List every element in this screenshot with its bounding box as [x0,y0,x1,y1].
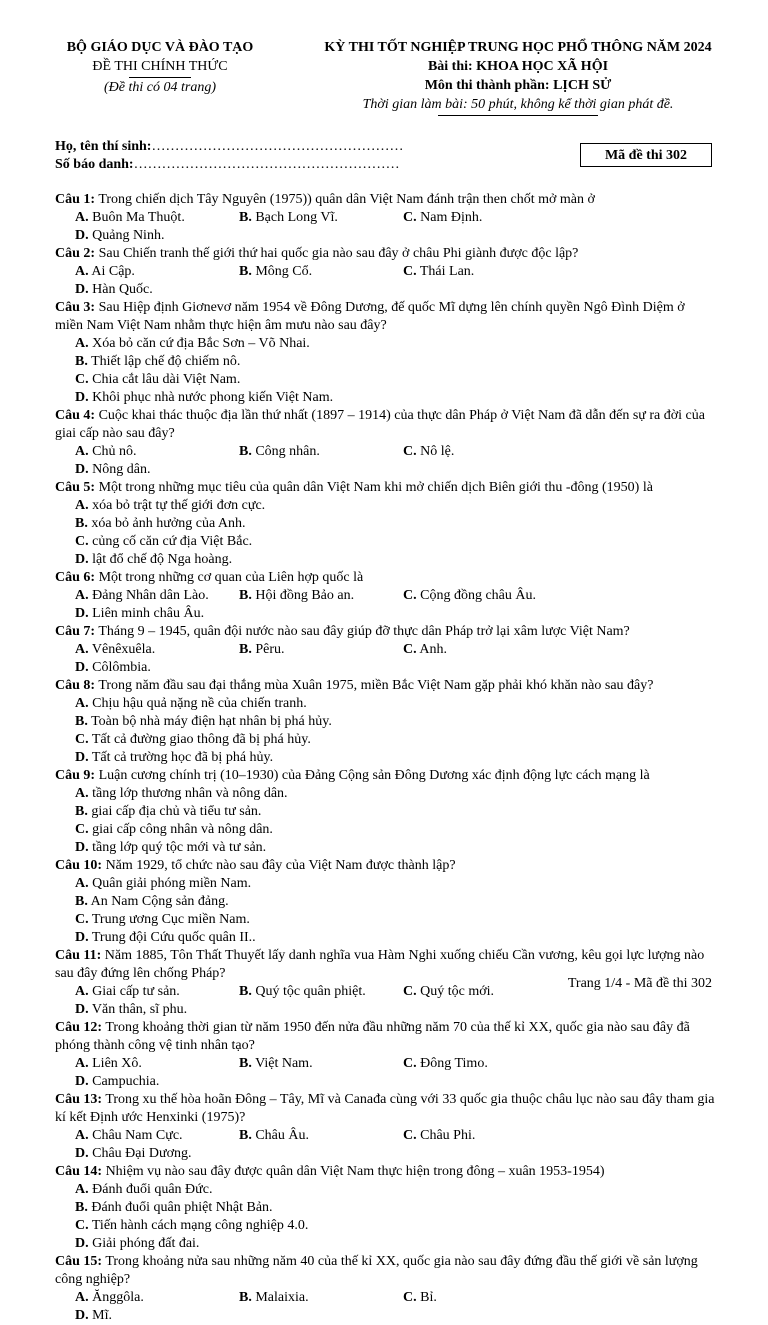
question-number: Câu 9: [55,768,96,783]
option-text: Campuchia. [92,1074,160,1089]
option-text: Mông Cổ. [255,264,313,279]
answer-option [75,1289,239,1307]
answer-option [75,353,403,371]
answer-option [75,713,403,731]
option-letter: C. [75,372,89,387]
answer-option [75,875,403,893]
option-letter: A. [75,1182,89,1197]
candidate-id-line [55,156,403,174]
option-letter: D. [75,840,89,855]
option-text: Chủ nô. [92,444,137,459]
question-number: Câu 15: [55,1254,103,1269]
option-text: Tất cả trường học đã bị phá hủy. [91,750,274,765]
option-letter: D. [75,930,89,945]
answer-option [75,1307,239,1325]
answer-option [75,785,403,803]
option-text: xóa bỏ trật tự thế giới đơn cực. [92,498,266,513]
option-letter: D. [75,1236,89,1251]
answer-option [75,1073,239,1091]
exam-title: KỲ THI TỐT NGHIỆP TRUNG HỌC PHỔ THÔNG NĂM 2024 [324,40,712,55]
answer-option [75,803,403,821]
option-letter: A. [75,210,89,225]
option-letter: C. [403,642,417,657]
question-stem: Sau Chiến tranh thế giới thứ hai quốc gia nào sau đây ở châu Phi giành được độc lập? [98,246,579,261]
option-letter: B. [75,1200,88,1215]
answer-option [75,389,403,407]
option-letter: A. [75,984,89,999]
question [55,407,715,479]
question-number: Câu 8: [55,678,96,693]
option-text: Tất cả đường giao thông đã bị phá hủy. [91,732,311,747]
question-text [55,767,715,785]
header-right [292,38,744,116]
answer-option [75,263,239,281]
candidate-name-dots: ……………………………………………… [151,139,404,154]
answer-options [55,209,715,245]
candidate-id-dots: ………………………………………………… [133,157,400,172]
option-text: Côlômbia. [92,660,151,675]
component-subject: Môn thi thành phần: LỊCH SỬ [424,78,612,93]
exam-subject: Bài thi: KHOA HỌC XÃ HỘI [427,59,609,74]
option-text: Trung ương Cục miền Nam. [91,912,250,927]
exam-code-box: Mã đề thi 302 [580,143,712,167]
question-stem: Sau Hiệp định Giơnevơ năm 1954 về Đông Dương, đế quốc Mĩ dựng lên chính quyền Ngô Đình Diệm ở miền Nam Việt Nam nhằm thực hiện âm mưu nào sau đây? [55,300,685,333]
question-stem: Trong chiến dịch Tây Nguyên (1975)) quân dân Việt Nam đánh trận then chốt mở màn ở [98,192,595,207]
option-text: Quý tộc mới. [420,984,495,999]
option-text: Chịu hậu quả nặng nề của chiến tranh. [92,696,307,711]
option-text: lật đổ chế độ Nga hoàng. [92,552,233,567]
question-stem: Trong khoảng thời gian từ năm 1950 đến nửa đầu những năm 70 của thế kỉ XX, quốc gia nào sau đây đã phóng thành công vệ tinh nhân tạo? [55,1020,690,1053]
option-text: Liên Xô. [92,1056,142,1071]
answer-option [75,1181,403,1199]
option-text: giai cấp địa chủ và tiểu tư sản. [91,804,262,819]
answer-option [75,533,403,551]
answer-option [75,1127,239,1145]
option-text: giai cấp công nhân và nông dân. [92,822,273,837]
answer-option [75,929,403,947]
question-stem: Trong năm đầu sau đại thắng mùa Xuân 1975, miền Bắc Việt Nam gặp phải khó khăn nào sau đây? [98,678,654,693]
candidate-id-label: Số báo danh: [55,157,134,172]
pages-note: (Đề thi có 04 trang) [104,80,216,95]
option-letter: A. [75,786,89,801]
option-letter: C. [403,588,417,603]
option-text: An Nam Cộng sản đảng. [90,894,229,909]
answer-option [75,1145,239,1163]
option-letter: B. [239,264,252,279]
option-text: Đảng Nhân dân Lào. [92,588,209,603]
question [55,245,715,299]
option-letter: A. [75,642,89,657]
option-text: Malaixia. [255,1290,309,1305]
question-number: Câu 5: [55,480,96,495]
time-note: Thời gian làm bài: 50 phút, không kể thời gian phát đề. [362,97,674,112]
option-letter: D. [75,552,89,567]
option-letter: C. [403,444,417,459]
answer-option [75,515,403,533]
answer-option [75,227,239,245]
option-letter: B. [75,804,88,819]
option-letter: D. [75,1074,89,1089]
option-text: Công nhân. [255,444,320,459]
question-text [55,407,715,443]
option-letter: D. [75,1146,89,1161]
official-label: ĐỀ THI CHÍNH THỨC [92,59,228,74]
question-stem: Tháng 9 – 1945, quân đội nước nào sau đây giúp đỡ thực dân Pháp trở lại xâm lược Việt Nam? [98,624,630,639]
answer-option [239,209,403,227]
option-letter: B. [75,516,88,531]
question-text [55,1163,715,1181]
answer-option [75,371,403,389]
option-letter: A. [75,1056,89,1071]
answer-option [239,263,403,281]
question-stem: Một trong những mục tiêu của quân dân Việt Nam khi mở chiến dịch Biên giới thu -đông (1950) là [98,480,653,495]
option-letter: A. [75,336,89,351]
question [55,479,715,569]
page-footer: Trang 1/4 - Mã đề thi 302 [567,976,712,991]
option-text: Nông dân. [92,462,151,477]
question [55,1253,715,1325]
option-letter: C. [403,1290,417,1305]
question-text [55,245,715,263]
option-text: Châu Phi. [420,1128,476,1143]
option-text: Chia cắt lâu dài Việt Nam. [92,372,241,387]
answer-option [403,641,567,659]
option-text: Xóa bỏ căn cứ địa Bắc Sơn – Võ Nhai. [92,336,310,351]
question-text [55,1253,715,1289]
option-text: Thiết lập chế độ chiếm nô. [91,354,241,369]
question-stem: Một trong những cơ quan của Liên hợp quốc là [98,570,364,585]
option-letter: B. [239,984,252,999]
candidate-info [55,138,403,174]
question-stem: Trong khoảng nửa sau những năm 40 của thế kỉ XX, quốc gia nào sau đây đứng đầu thế giới về sản lượng công nghiệp? [55,1254,698,1287]
option-text: Giai cấp tư sản. [92,984,180,999]
answer-options [55,263,715,299]
option-text: Việt Nam. [255,1056,313,1071]
question [55,569,715,623]
option-text: Cộng đồng châu Âu. [420,588,537,603]
option-letter: B. [75,714,88,729]
option-letter: D. [75,390,89,405]
option-text: Quý tộc quân phiệt. [255,984,366,999]
question-stem: Trong xu thế hòa hoãn Đông – Tây, Mĩ và Canađa cùng với 33 quốc gia thuộc châu lục nào sau đây tham gia kí kết Định ước Henxinki (1975)? [55,1092,715,1125]
answer-option [75,1217,403,1235]
question-text [55,857,715,875]
option-text: Thái Lan. [419,264,475,279]
answer-option [403,209,567,227]
option-letter: C. [403,1128,417,1143]
option-letter: D. [75,660,89,675]
option-text: Châu Âu. [255,1128,310,1143]
question-text [55,569,715,587]
option-letter: A. [75,696,89,711]
option-letter: D. [75,462,89,477]
answer-option [239,1289,403,1307]
question-number: Câu 11: [55,948,102,963]
question-text [55,623,715,641]
option-text: Nô lệ. [420,444,455,459]
answer-options [55,785,715,857]
answer-options [55,875,715,947]
option-text: Bỉ. [420,1290,437,1305]
answer-option [75,497,403,515]
option-text: Mĩ. [92,1308,112,1323]
option-text: Ănggôla. [92,1290,144,1305]
option-text: Hàn Quốc. [92,282,153,297]
question-number: Câu 7: [55,624,96,639]
answer-option [75,551,403,569]
answer-option [75,587,239,605]
option-letter: B. [239,642,252,657]
option-letter: A. [75,588,89,603]
answer-option [403,587,567,605]
answer-options [55,1127,715,1163]
question-number: Câu 6: [55,570,96,585]
option-letter: D. [75,1308,89,1323]
question-list [55,191,715,1325]
option-text: Nam Định. [420,210,483,225]
option-letter: B. [239,1290,252,1305]
candidate-name-line [55,138,403,156]
answer-options [55,695,715,767]
answer-option [75,821,403,839]
answer-option [75,749,403,767]
option-text: Bạch Long Vĩ. [255,210,338,225]
option-text: Văn thân, sĩ phu. [91,1002,188,1017]
option-text: xóa bỏ ảnh hưởng của Anh. [91,516,246,531]
option-letter: B. [239,444,252,459]
option-letter: B. [239,210,252,225]
answer-option [403,1289,567,1307]
option-letter: D. [75,228,89,243]
option-text: Châu Nam Cực. [92,1128,183,1143]
option-text: Quảng Ninh. [92,228,165,243]
header-left [40,38,280,97]
divider [438,115,598,116]
option-text: Giải phóng đất đai. [92,1236,200,1251]
option-letter: A. [75,264,89,279]
option-letter: D. [75,1002,89,1017]
answer-option [403,443,567,461]
option-text: tầng lớp quý tộc mới và tư sản. [92,840,267,855]
option-letter: B. [239,588,252,603]
answer-option [75,911,403,929]
answer-option [75,695,403,713]
option-letter: C. [403,984,417,999]
option-letter: C. [75,822,89,837]
option-letter: C. [403,264,417,279]
question [55,1163,715,1253]
question-number: Câu 1: [55,192,96,207]
option-text: Đánh đuổi quân phiệt Nhật Bản. [91,1200,273,1215]
option-text: Đánh đuổi quân Đức. [92,1182,213,1197]
option-text: Anh. [419,642,447,657]
answer-option [239,587,403,605]
question-number: Câu 10: [55,858,103,873]
option-text: tầng lớp thương nhân và nông dân. [92,786,288,801]
answer-option [75,1001,239,1019]
answer-options [55,587,715,623]
option-text: Buôn Ma Thuột. [92,210,185,225]
option-letter: C. [403,210,417,225]
option-text: Quân giải phóng miền Nam. [92,876,252,891]
answer-option [75,1055,239,1073]
option-letter: B. [75,894,88,909]
answer-option [239,1055,403,1073]
option-letter: D. [75,282,89,297]
option-text: Đông Timo. [420,1056,488,1071]
option-letter: C. [75,1218,89,1233]
answer-option [75,335,403,353]
answer-option [75,659,239,677]
option-letter: C. [75,912,89,927]
question-stem: Năm 1885, Tôn Thất Thuyết lấy danh nghĩa vua Hàm Nghi xuống chiếu Cần vương, kêu gọi lực lượng nào sau đây đứng lên chống Pháp? [55,948,705,981]
option-text: củng cố căn cứ địa Việt Bắc. [92,534,253,549]
question-stem: Luận cương chính trị (10–1930) của Đảng Cộng sản Đông Dương xác định động lực cách mạng là [98,768,650,783]
question [55,767,715,857]
option-letter: C. [75,534,89,549]
answer-option [75,641,239,659]
question-text [55,677,715,695]
question-stem: Cuộc khai thác thuộc địa lần thứ nhất (1897 – 1914) của thực dân Pháp ở Việt Nam đã dẫn đến sự ra đời của giai cấp nào sau đây? [55,408,705,441]
option-letter: A. [75,1128,89,1143]
answer-option [239,443,403,461]
answer-option [403,1127,567,1145]
answer-option [239,1127,403,1145]
question-stem: Năm 1929, tổ chức nào sau đây của Việt Nam được thành lập? [105,858,456,873]
option-text: Trung đội Cứu quốc quân II.. [91,930,256,945]
answer-option [75,893,403,911]
question [55,191,715,245]
answer-option [75,605,239,623]
answer-option [75,461,239,479]
option-letter: A. [75,498,89,513]
question-text [55,1019,715,1055]
answer-option [403,1055,567,1073]
option-text: Khôi phục nhà nước phong kiến Việt Nam. [92,390,334,405]
option-text: Ai Cập. [91,264,135,279]
question [55,1019,715,1091]
answer-options [55,335,715,407]
question-number: Câu 13: [55,1092,103,1107]
answer-option [75,209,239,227]
option-letter: D. [75,750,89,765]
answer-option [75,731,403,749]
option-letter: A. [75,876,89,891]
question-text [55,191,715,209]
answer-options [55,1289,715,1325]
answer-option [75,1235,403,1253]
question-text [55,479,715,497]
answer-option [239,641,403,659]
answer-options [55,1181,715,1253]
answer-options [55,497,715,569]
answer-options [55,443,715,479]
option-letter: A. [75,1290,89,1305]
answer-options [55,641,715,677]
answer-options [55,1055,715,1091]
option-letter: B. [239,1128,252,1143]
answer-option [75,443,239,461]
question-text [55,299,715,335]
question [55,1091,715,1163]
question-number: Câu 3: [55,300,96,315]
question [55,857,715,947]
answer-option [403,263,567,281]
option-letter: A. [75,444,89,459]
question [55,677,715,767]
option-letter: C. [75,732,89,747]
option-letter: B. [75,354,88,369]
answer-option [75,1199,403,1217]
question [55,299,715,407]
option-text: Tiến hành cách mạng công nghiệp 4.0. [91,1218,309,1233]
question-text [55,1091,715,1127]
option-letter: C. [403,1056,417,1071]
question-stem: Nhiệm vụ nào sau đây được quân dân Việt Nam thực hiện trong đông – xuân 1953-1954) [105,1164,605,1179]
option-text: Liên minh châu Âu. [92,606,205,621]
question-number: Câu 14: [55,1164,103,1179]
option-text: Hội đồng Bảo an. [255,588,355,603]
option-text: Châu Đại Dương. [92,1146,192,1161]
question-number: Câu 4: [55,408,96,423]
option-letter: D. [75,606,89,621]
option-letter: B. [239,1056,252,1071]
candidate-name-label: Họ, tên thí sinh: [55,139,152,154]
option-text: Pêru. [255,642,285,657]
option-text: Vênêxuêla. [91,642,156,657]
question [55,623,715,677]
answer-option [75,281,239,299]
answer-option [75,839,403,857]
question-number: Câu 12: [55,1020,103,1035]
ministry-name: BỘ GIÁO DỤC VÀ ĐÀO TẠO [66,40,254,55]
question-number: Câu 2: [55,246,96,261]
option-text: Toàn bộ nhà máy điện hạt nhân bị phá hủy. [91,714,332,729]
